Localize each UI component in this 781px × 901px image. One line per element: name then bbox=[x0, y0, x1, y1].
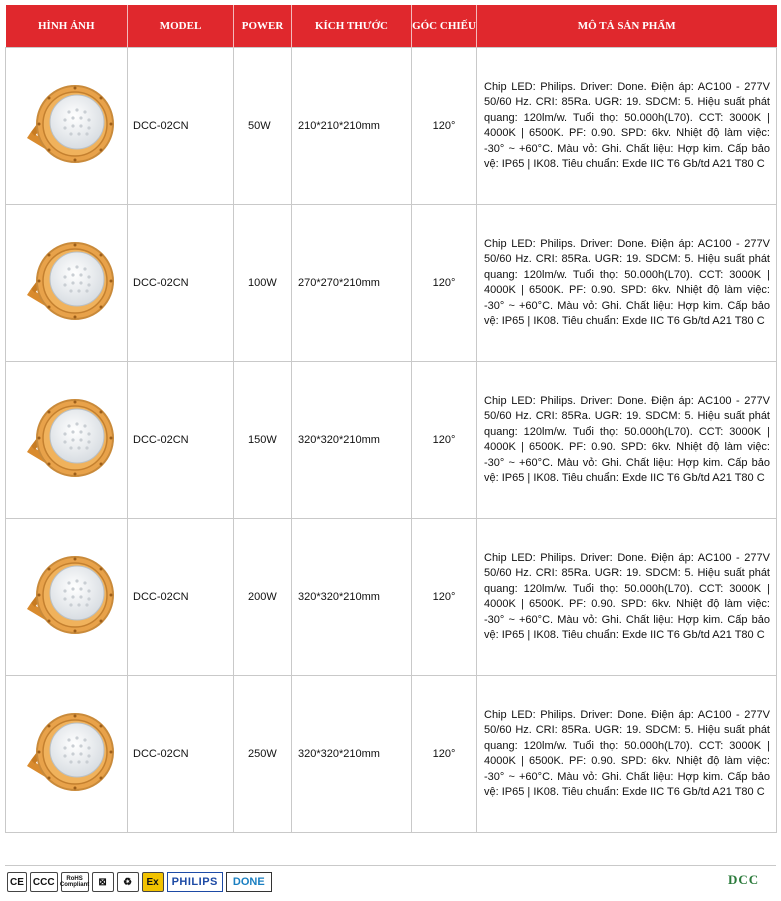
done-logo: DONE bbox=[226, 872, 272, 892]
header-image: HÌNH ẢNH bbox=[6, 5, 128, 48]
ex-logo: Ex bbox=[142, 872, 164, 892]
size-cell: 270*270*210mm bbox=[292, 205, 412, 362]
description-cell: Chip LED: Philips. Driver: Done. Điện áp: AC100 - 277V 50/60 Hz. CRI: 85Ra. UGR: 19. SDCM: 5. Hiệu suất phát quang: 120lm/w. Tuổi thọ: 50.000h(L70). CCT: 3000K | 4000K | 6500K. PF: 0.90. SPD: 6kv. Nhiệt độ làm việc: -30° ~ +60°C. Màu vỏ: Ghi. Chất liệu: Hợp kim. Cấp bảo vệ: IP65 | IK08. Tiêu chuẩn: Exde IIC T6 Gb/td A21 T80 C bbox=[477, 362, 777, 519]
footer-divider bbox=[5, 865, 776, 866]
product-image-cell bbox=[6, 48, 128, 205]
lamp-icon bbox=[17, 704, 117, 804]
model-cell: DCC-02CN bbox=[128, 362, 234, 519]
angle-cell: 120° bbox=[412, 519, 477, 676]
description-cell: Chip LED: Philips. Driver: Done. Điện áp: AC100 - 277V 50/60 Hz. CRI: 85Ra. UGR: 19. SDCM: 5. Hiệu suất phát quang: 120lm/w. Tuổi thọ: 50.000h(L70). CCT: 3000K | 4000K | 6500K. PF: 0.90. SPD: 6kv. Nhiệt độ làm việc: -30° ~ +60°C. Màu vỏ: Ghi. Chất liệu: Hợp kim. Cấp bảo vệ: IP65 | IK08. Tiêu chuẩn: Exde IIC T6 Gb/td A21 T80 C bbox=[477, 676, 777, 833]
table-row bbox=[6, 205, 777, 362]
ccc-logo: CCC bbox=[30, 872, 58, 892]
header-model: MODEL bbox=[128, 5, 234, 48]
weee-bin-icon: ⊠ bbox=[92, 872, 114, 892]
power-cell: 150W bbox=[234, 362, 292, 519]
lamp-icon bbox=[17, 547, 117, 647]
header-power: POWER bbox=[234, 5, 292, 48]
model-cell: DCC-02CN bbox=[128, 519, 234, 676]
table-header-row bbox=[6, 5, 777, 48]
model-cell: DCC-02CN bbox=[128, 676, 234, 833]
power-cell: 50W bbox=[234, 48, 292, 205]
power-cell: 200W bbox=[234, 519, 292, 676]
lamp-icon bbox=[17, 233, 117, 333]
angle-cell: 120° bbox=[412, 362, 477, 519]
angle-cell: 120° bbox=[412, 48, 477, 205]
size-cell: 320*320*210mm bbox=[292, 676, 412, 833]
lamp-icon bbox=[17, 390, 117, 490]
ce-logo: CE bbox=[7, 872, 27, 892]
size-cell: 210*210*210mm bbox=[292, 48, 412, 205]
lamp-icon bbox=[17, 76, 117, 176]
header-size: KÍCH THƯỚC bbox=[292, 5, 412, 48]
table-row bbox=[6, 519, 777, 676]
angle-cell: 120° bbox=[412, 205, 477, 362]
dcc-brand-logo: DCC bbox=[728, 872, 760, 887]
description-cell: Chip LED: Philips. Driver: Done. Điện áp: AC100 - 277V 50/60 Hz. CRI: 85Ra. UGR: 19. SDCM: 5. Hiệu suất phát quang: 120lm/w. Tuổi thọ: 50.000h(L70). CCT: 3000K | 4000K | 6500K. PF: 0.90. SPD: 6kv. Nhiệt độ làm việc: -30° ~ +60°C. Màu vỏ: Ghi. Chất liệu: Hợp kim. Cấp bảo vệ: IP65 | IK08. Tiêu chuẩn: Exde IIC T6 Gb/td A21 T80 C bbox=[477, 48, 777, 205]
certification-logos bbox=[7, 872, 272, 892]
power-cell: 100W bbox=[234, 205, 292, 362]
header-description: MÔ TẢ SẢN PHẨM bbox=[477, 5, 777, 48]
model-cell: DCC-02CN bbox=[128, 205, 234, 362]
model-cell: DCC-02CN bbox=[128, 48, 234, 205]
product-image-cell bbox=[6, 519, 128, 676]
table-row bbox=[6, 48, 777, 205]
rohs-logo: RoHS Compliant bbox=[61, 872, 89, 892]
table-row bbox=[6, 362, 777, 519]
size-cell: 320*320*210mm bbox=[292, 362, 412, 519]
table-row bbox=[6, 676, 777, 833]
size-cell: 320*320*210mm bbox=[292, 519, 412, 676]
description-cell: Chip LED: Philips. Driver: Done. Điện áp: AC100 - 277V 50/60 Hz. CRI: 85Ra. UGR: 19. SDCM: 5. Hiệu suất phát quang: 120lm/w. Tuổi thọ: 50.000h(L70). CCT: 3000K | 4000K | 6500K. PF: 0.90. SPD: 6kv. Nhiệt độ làm việc: -30° ~ +60°C. Màu vỏ: Ghi. Chất liệu: Hợp kim. Cấp bảo vệ: IP65 | IK08. Tiêu chuẩn: Exde IIC T6 Gb/td A21 T80 C bbox=[477, 519, 777, 676]
philips-logo: PHILIPS bbox=[167, 872, 223, 892]
product-image-cell bbox=[6, 362, 128, 519]
product-image-cell bbox=[6, 676, 128, 833]
product-spec-table bbox=[5, 5, 777, 833]
angle-cell: 120° bbox=[412, 676, 477, 833]
header-angle: GÓC CHIẾU bbox=[412, 5, 477, 48]
description-cell: Chip LED: Philips. Driver: Done. Điện áp: AC100 - 277V 50/60 Hz. CRI: 85Ra. UGR: 19. SDCM: 5. Hiệu suất phát quang: 120lm/w. Tuổi thọ: 50.000h(L70). CCT: 3000K | 4000K | 6500K. PF: 0.90. SPD: 6kv. Nhiệt độ làm việc: -30° ~ +60°C. Màu vỏ: Ghi. Chất liệu: Hợp kim. Cấp bảo vệ: IP65 | IK08. Tiêu chuẩn: Exde IIC T6 Gb/td A21 T80 C bbox=[477, 205, 777, 362]
power-cell: 250W bbox=[234, 676, 292, 833]
recycle-icon: ♻ bbox=[117, 872, 139, 892]
product-image-cell bbox=[6, 205, 128, 362]
